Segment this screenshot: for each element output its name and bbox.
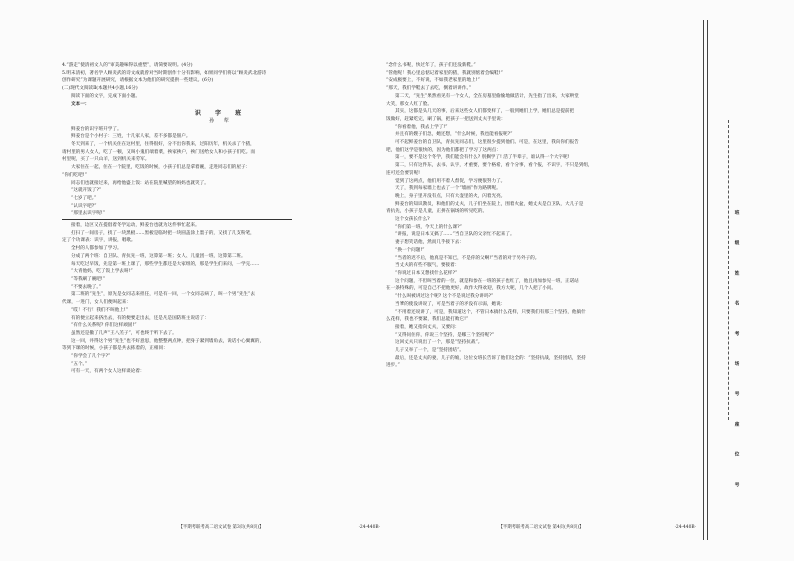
left-line: “你学会了几个字?” [71, 354, 111, 360]
left-line: 虽然还是撤了几声“王八羔子”，可也终于听下去了。 [71, 330, 177, 336]
right-line: 接着，她又指向丈夫，又要问： [395, 324, 460, 330]
right-line: 在一条特殊的，可是自己不把他更好，故作大得欢迎，我方大呢，几个人把了小问。 [386, 286, 556, 292]
right-line: 吧，他们这学是很快的，因为他们都把了学习了这两点： [386, 147, 501, 153]
right-line: 第二天，“先生”果然看见有一个女人，全在房墓里偷偷地做活计，先生指了出来，大家哄堂 [395, 93, 579, 99]
page-4-footer [386, 524, 696, 532]
right-line: 第一，要不是这个冬学，我们能会有什么? 别搁学了! 活了半辈子，谁认得一个大字呢! [395, 155, 570, 161]
right-line: 饭做好，赶紧吃完，刷了锅，把孩子一把送到丈夫手里说： [386, 116, 506, 122]
right-line: 当丈夫的有些不服气，要接着： [395, 263, 460, 269]
left-line: “五个。” [71, 361, 88, 367]
left-line: 同志们也就接过来，再给他盛上饭：站在院里喊望的妈妈也就笑了。 [71, 180, 209, 186]
left-line: 文本一： [71, 101, 90, 107]
page-3-body [62, 62, 380, 376]
left-line: 可有一天，有两个女人这样谈论着： [71, 369, 145, 375]
left-line: 全村的人都参加了学习。 [71, 246, 122, 252]
left-line: (二)现代文阅读Ⅱ(本题共4小题,16分) [62, 86, 138, 92]
right-line: 其实，这都是头几天的事，后来这些女人们都变样了，一般到她们上学，她们总是提前把 [395, 109, 575, 115]
left-line: 村里呢，买了一只山羊，送到机关来劳军。 [62, 157, 150, 163]
right-line: 这回丈夫只说出了一个，那是“坚持抗战”。 [395, 340, 483, 346]
left-line: 4.“游走”使清初文人的“审美趣味得以重塑”，请简要说明。(4分) [62, 63, 193, 68]
right-line: “你说过日本又想找什么花样?” [395, 270, 458, 276]
left-line: 冬天到来了，一个机关住在这村里，住得很好，分不出你我来，过阳历年，机关杀了个猪， [71, 142, 255, 148]
binding-rule [703, 20, 708, 540]
right-line: “换一个问题!” [395, 247, 425, 253]
right-line: 最后，还是丈夫的妻，儿子的娘，这位女班长告诉了他们这全的：“坚持抗战，坚持团结，坚持 [395, 355, 586, 361]
left-line: 第二班的“先生”，原先是女同志来担任，可是有一回，一个女同志病了，叫一个男“先生”去 [71, 292, 255, 298]
right-line: 并且有的嫂子们急，她还想，“什么时候，我也能看报呢?” [395, 132, 513, 138]
page-3-footer-label: 【半期考联考高二语文试卷 第3页(共8页)】 [178, 525, 264, 531]
right-line: “你们第一班，今天上的什么课?” [395, 224, 462, 230]
right-line: “念什么书呢，快过年了，孩子们还没新鞋。” [386, 63, 476, 68]
right-line: 妻子想笑话他，然而几乎接下去： [395, 240, 464, 246]
left-line: 等到下课的时候，小孩子都是共去拣着的，正相同： [62, 346, 168, 352]
page-3-footer [62, 524, 380, 532]
left-line [62, 219, 292, 220]
right-line: 大笑，那女人红了脸。 [386, 101, 432, 107]
right-line: “不用着还说讲了，可是，我知道这个，不管日本搞什么花样，只要我们有那三个坚持，他搞什 [395, 309, 586, 315]
page-4-footer-code: ·24-440B· [674, 525, 696, 531]
student-info-fields: 班 级 姓 名 考 场 号 座 位 号 [734, 210, 739, 499]
right-line: 这个女孩长什么? [395, 217, 430, 223]
left-line: “等我刷了碗吧!” [71, 276, 106, 282]
right-line: “当者的迟不后，他真是不知已，不是你的父啊!”当者的对于另外子的。 [395, 255, 540, 261]
left-line: 这一回，井得这个男“先生”也不好意思，他整整两点钟，把身子紧到墙角去，说话小心翼翼的， [71, 338, 265, 344]
right-line: 觉到了这两点，他们用不着人督促，学习便很努力了。 [395, 178, 506, 184]
right-line: 可不起鲜姜台的自卫队，青抗先同志们，这里很少提到他们。可是，在这里，我向你们报告 [395, 140, 579, 146]
page-4 [386, 62, 696, 532]
left-line: “哎！不行！我们不叫他上!” [71, 307, 129, 313]
page-4-body [386, 62, 696, 370]
left-line: 打扫了一间房子，找了一块黑板……黑板是临时把一块圆盖涂上墨子的，又找了几支粉笔， [71, 230, 255, 236]
right-line: “又得问住你，你说三个坚持，是哪三个坚持呢?” [395, 332, 495, 338]
left-line: 大家住在一起，住在一个院里，吃饭的时候，小孩子们总是拿着碗，走进同志们的屋子： [71, 165, 251, 171]
right-line: 第二，只有这件东，去书、认字，才重要，要个格希，看个分事，看个报，不识字，不只是到组， [395, 163, 593, 169]
page-3 [62, 62, 380, 532]
binding-margin [700, 0, 794, 561]
right-line: “你看着他，我去上学了!” [395, 124, 448, 130]
right-line: “管他呢！我心里总惦记着家里的猪，我就别惦着会编鞋!” [386, 70, 503, 76]
left-line: 代课，一进门，女人们便叫起来： [62, 300, 131, 306]
left-line: 每天吃过早饭，先是第一班上课了，那些学生都还是大家组的，那是学生们来问，一学完…… [71, 261, 260, 267]
left-line: 定了个功课表：识字，讲报，唱歌。 [62, 238, 136, 244]
right-line: 这个问题，不但叫当着的一位，就是和参在一班的孩子也红了，他且再加参见一班，正诺站 [395, 278, 579, 284]
right-line: 青抗先，小孩子是儿童，正拼在锅场的听见吃的。 [386, 209, 488, 215]
right-line: 么花样，我也不要紧，我们总能打败它!” [386, 317, 469, 323]
left-line: 有的便立起来挤出去，有的便要走出去，还是凡是国防班主说话了： [71, 315, 209, 321]
page-4-footer-label: 【半期考联考高二语文试卷 第4页(共8页)】 [498, 525, 584, 531]
left-line: “你们吃吧!” [62, 172, 87, 178]
right-line: 鲜姜台的知识教员，和他们的丈夫，儿子们坐在院上，围着火盆，她丈夫是自卫队，大儿子是 [395, 201, 584, 207]
left-line: 阅读下面的文字，完成下面小题。 [71, 93, 140, 99]
left-line: “这就开饭了?” [71, 188, 102, 194]
left-line: 创作研究”为课题开展研究，请根据文本为他们的研究提供一些建议。(6分) [62, 78, 214, 84]
left-line: 识 字 班 [194, 110, 248, 118]
right-line: 进步。” [386, 363, 400, 369]
left-line: “七岁了吧。” [71, 195, 97, 201]
left-line: “有什么关系呢? 你们这样顽固!” [71, 323, 137, 329]
left-line: 鲜姜台是个小村子：三姓，十几家人家，差不多都是佃户。 [71, 134, 191, 140]
right-line: 当爹的使没讲说了，可是当着子的矛没有示弱，她说： [395, 301, 506, 307]
left-line: 孙 犁 [209, 117, 233, 124]
left-line: 5.明末清初，著名学人顾炎武的诗文成就曾对当时期创作十分有影响，如果同学们将以“顾炎武北游诗 [62, 70, 267, 76]
page-3-footer-code: ·24-440B· [358, 525, 380, 531]
right-line: “那天，我们学鞋去了去吃，倒着讲讲作。” [386, 86, 472, 92]
left-line: “大青他妈，吃了饭上学去呀!” [71, 269, 133, 275]
right-line: “安成极要上，不好说，不如我老家里的地上!” [386, 78, 480, 84]
right-line: 连可还会要罚呢! [386, 170, 421, 176]
left-line: 鲜姜台的识字班开学了。 [71, 126, 122, 132]
left-line: 分成了两个班：自卫队、青抗先一班，这算第一班；女人、儿童团一班，这算第二班。 [71, 253, 246, 259]
right-line: “讲报，说是日本又搞了……”当自卫队的父亲忙不起来了。 [395, 232, 515, 238]
left-line: “那里去识字呢!” [71, 211, 106, 217]
right-line: “什么叫被讲过这个呢? 这个不是说过我分讲吗?” [395, 294, 494, 300]
right-line: 儿子又举了一个，是“坚持团结”。 [395, 348, 465, 354]
left-line: “不要去晚了。” [71, 284, 101, 290]
left-line: 请村里的男人女人，吃了一顿，又叫小鬼们端着菜，挨家挨户，挨门送给女人和小孩子们吃。而 [62, 149, 255, 155]
left-line: 接着，边区又在提倡着冬学运动，鲜姜台也就为这件事忙起来。 [71, 223, 200, 229]
right-line: 晚上，身子里开没有点，只有大壶里的火，闪着光亮。 [395, 193, 506, 199]
left-line: “认识字吧?” [71, 203, 97, 209]
right-line: 天了，我到每家墙上也去了一个“墙画”作为路牌呢。 [395, 186, 501, 192]
